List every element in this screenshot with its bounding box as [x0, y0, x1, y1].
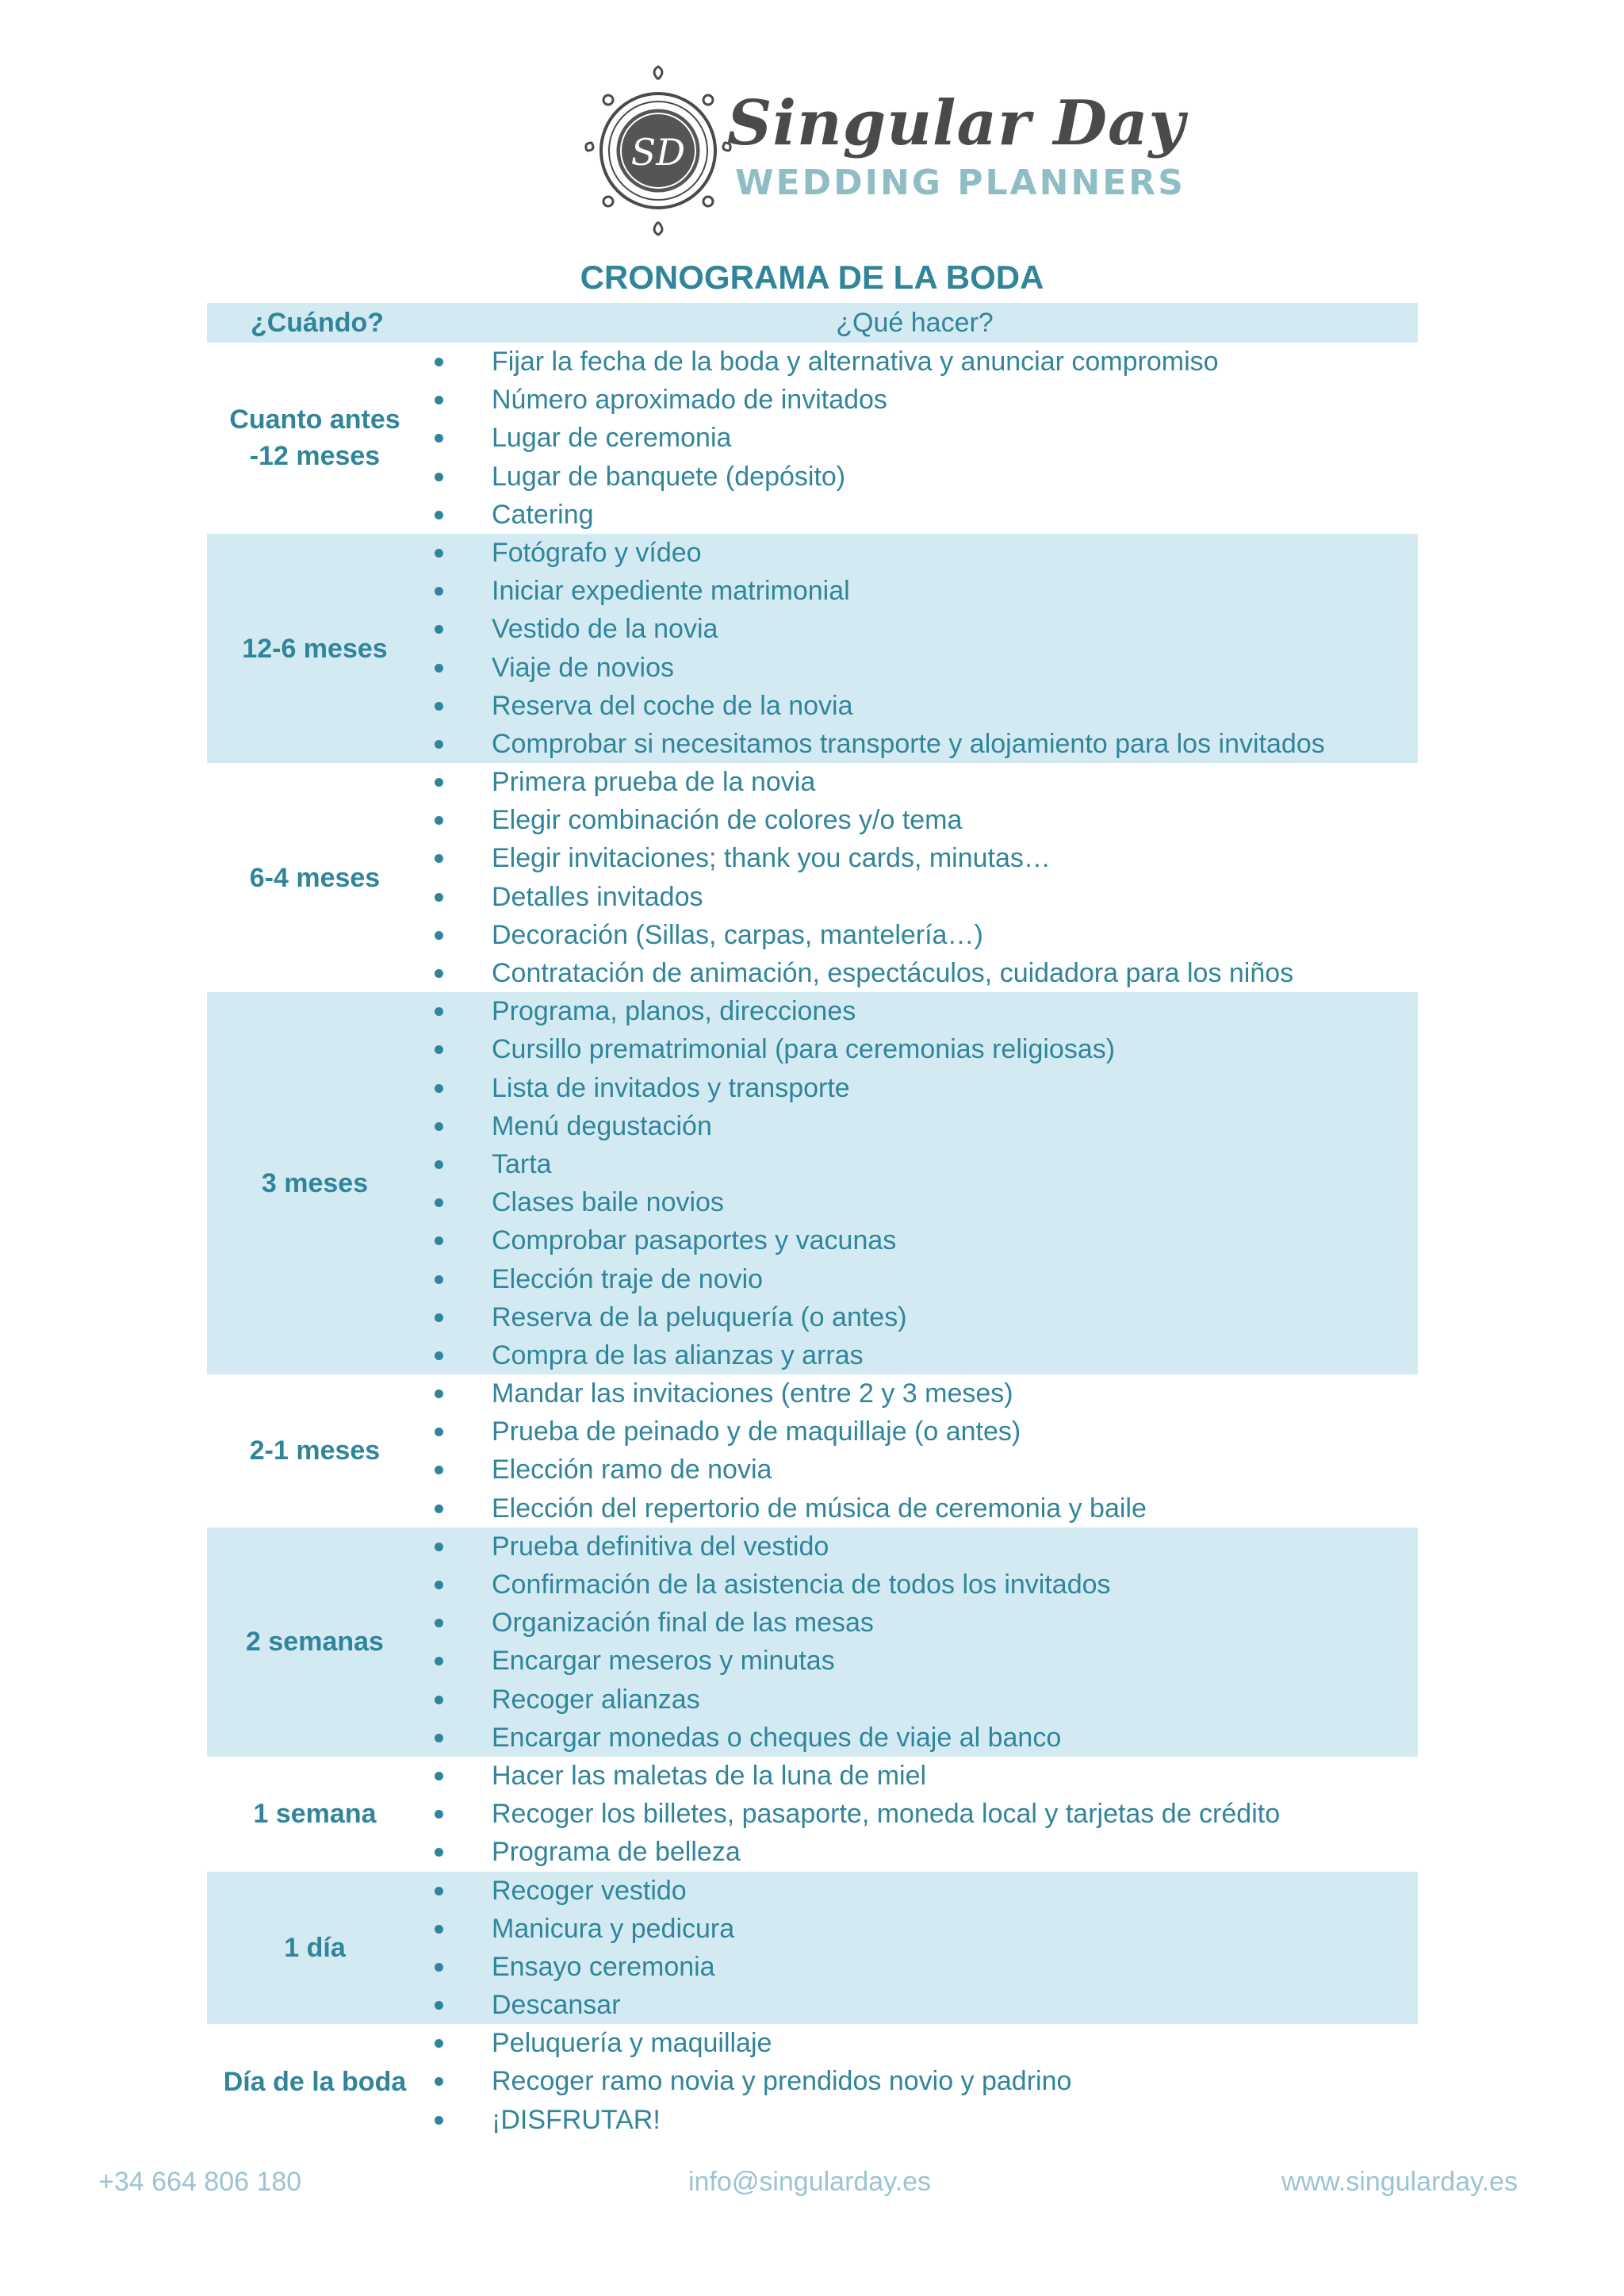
task-label: Manicura y pedicura — [492, 1913, 735, 1944]
task-label: Fotógrafo y vídeo — [492, 537, 702, 568]
list-item — [207, 1795, 1418, 1833]
list-item — [207, 381, 1418, 419]
task-label: Lista de invitados y transporte — [492, 1072, 850, 1103]
list-item — [207, 801, 1418, 839]
row-task-list — [427, 1527, 1418, 1757]
list-item — [207, 992, 1418, 1030]
task-label: Peluquería y maquillaje — [492, 2028, 772, 2059]
task-label: Programa, planos, direcciones — [492, 996, 856, 1027]
task-label: Primera prueba de la novia — [492, 767, 816, 798]
row-task-list — [427, 1374, 1418, 1527]
list-item — [207, 610, 1418, 648]
row-when-label: 1 semana — [253, 1799, 377, 1830]
table-row — [207, 1527, 1418, 1757]
logo-tagline: WEDDING PLANNERS — [735, 163, 1185, 203]
bullet-icon — [435, 549, 443, 558]
task-label: Viaje de novios — [492, 652, 674, 683]
list-item — [207, 1642, 1418, 1680]
task-label: Comprobar pasaportes y vacunas — [492, 1225, 897, 1256]
logo-emblem-icon — [583, 63, 733, 238]
bullet-icon — [435, 1657, 443, 1665]
bullet-icon — [435, 1504, 443, 1513]
list-item — [207, 1451, 1418, 1489]
row-when-label: 3 meses — [261, 1168, 369, 1199]
task-label: Contratación de animación, espectáculos, cuidadora para los niños — [492, 958, 1294, 988]
list-item — [207, 1069, 1418, 1107]
list-item — [207, 916, 1418, 954]
bullet-icon — [435, 1619, 443, 1627]
task-label: Encargar meseros y minutas — [492, 1646, 835, 1677]
row-when-label: 6-4 meses — [249, 862, 381, 893]
task-label: Prueba de peinado y de maquillaje (o antes) — [492, 1416, 1021, 1447]
bullet-icon — [435, 1848, 443, 1857]
task-label: Confirmación de la asistencia de todos los invitados — [492, 1570, 1111, 1600]
task-label: Mandar las invitaciones (entre 2 y 3 meses) — [492, 1378, 1013, 1409]
task-label: Organización final de las mesas — [492, 1608, 874, 1639]
bullet-icon — [435, 1045, 443, 1054]
table-row — [207, 763, 1418, 992]
task-label: Detalles invitados — [492, 881, 703, 912]
table-row — [207, 343, 1418, 534]
list-item — [207, 1681, 1418, 1719]
task-label: Tarta — [492, 1148, 552, 1179]
row-task-list — [427, 1872, 1418, 2025]
task-label: Recoger ramo novia y prendidos novio y padrino — [492, 2066, 1072, 2097]
task-label: Catering — [492, 499, 594, 530]
bullet-icon — [435, 1084, 443, 1093]
logo-brand: Singular Day — [727, 87, 1185, 159]
task-label: Hacer las maletas de la luna de miel — [492, 1760, 927, 1791]
bullet-icon — [435, 2039, 443, 2048]
list-item — [207, 839, 1418, 877]
bullet-icon — [435, 969, 443, 978]
task-label: Clases baile novios — [492, 1187, 724, 1218]
list-item — [207, 1221, 1418, 1259]
bullet-icon — [435, 1581, 443, 1589]
task-label: Reserva de la peluquería (o antes) — [492, 1301, 907, 1332]
task-label: Recoger los billetes, pasaporte, moneda local y tarjetas de crédito — [492, 1799, 1281, 1830]
bullet-icon — [435, 1925, 443, 1934]
list-item — [207, 1374, 1418, 1412]
list-item — [207, 1566, 1418, 1604]
list-item — [207, 1030, 1418, 1068]
list-item — [207, 687, 1418, 725]
row-when-label: 2-1 meses — [249, 1435, 381, 1466]
list-item — [207, 1489, 1418, 1527]
task-label: ¡DISFRUTAR! — [492, 2104, 661, 2135]
table-row — [207, 1374, 1418, 1527]
table-row — [207, 1757, 1418, 1872]
bullet-icon — [435, 816, 443, 825]
task-label: Iniciar expediente matrimonial — [492, 576, 850, 607]
row-when-label: Día de la boda — [223, 2066, 407, 2097]
list-item — [207, 534, 1418, 572]
list-item — [207, 2024, 1418, 2062]
footer-website: www.singularday.es — [1281, 2167, 1518, 2197]
list-item — [207, 458, 1418, 496]
bullet-icon — [435, 1734, 443, 1742]
bullet-icon — [435, 1389, 443, 1398]
bullet-icon — [435, 1198, 443, 1207]
task-label: Descansar — [492, 1990, 621, 2021]
list-item — [207, 649, 1418, 687]
task-label: Número aproximado de invitados — [492, 385, 887, 416]
header-what: ¿Qué hacer? — [836, 307, 994, 338]
schedule-table — [207, 303, 1418, 2139]
bullet-icon — [435, 2116, 443, 2125]
list-item — [207, 1107, 1418, 1145]
task-label: Reserva del coche de la novia — [492, 690, 853, 721]
bullet-icon — [435, 1466, 443, 1474]
table-body — [207, 343, 1418, 2139]
bullet-icon — [435, 664, 443, 673]
task-label: Comprobar si necesitamos transporte y alojamiento para los invitados — [492, 728, 1325, 759]
bullet-icon — [435, 1696, 443, 1704]
task-label: Vestido de la novia — [492, 614, 718, 645]
page-title: CRONOGRAMA DE LA BODA — [580, 259, 1044, 296]
footer-phone: +34 664 806 180 — [98, 2167, 302, 2197]
bullet-icon — [435, 358, 443, 366]
task-label: Compra de las alianzas y arras — [492, 1340, 864, 1370]
task-label: Encargar monedas o cheques de viaje al banco — [492, 1722, 1062, 1753]
list-item — [207, 954, 1418, 992]
bullet-icon — [435, 1887, 443, 1895]
list-item — [207, 1872, 1418, 1910]
row-task-list — [427, 343, 1418, 534]
list-item — [207, 1260, 1418, 1298]
task-label: Prueba definitiva del vestido — [492, 1531, 829, 1562]
task-label: Decoración (Sillas, carpas, mantelería…) — [492, 919, 983, 950]
table-row — [207, 992, 1418, 1374]
bullet-icon — [435, 396, 443, 404]
bullet-icon — [435, 434, 443, 443]
footer-email: info@singularday.es — [688, 2167, 932, 2197]
bullet-icon — [435, 1007, 443, 1016]
task-label: Fijar la fecha de la boda y alternativa y anunciar compromiso — [492, 347, 1219, 377]
list-item — [207, 419, 1418, 457]
bullet-icon — [435, 473, 443, 481]
bullet-icon — [435, 1351, 443, 1360]
list-item — [207, 572, 1418, 610]
row-task-list — [427, 2024, 1418, 2139]
row-when-label: 1 día — [284, 1932, 346, 1963]
row-when-label: Cuanto antes -12 meses — [229, 404, 400, 472]
list-item — [207, 878, 1418, 916]
bullet-icon — [435, 1122, 443, 1131]
task-label: Lugar de banquete (depósito) — [492, 461, 846, 492]
table-row — [207, 1872, 1418, 2025]
list-item — [207, 1910, 1418, 1948]
list-item — [207, 343, 1418, 381]
list-item — [207, 1183, 1418, 1221]
row-when-label: 2 semanas — [246, 1627, 384, 1658]
bullet-icon — [435, 511, 443, 519]
task-label: Ensayo ceremonia — [492, 1951, 715, 1982]
bullet-icon — [435, 625, 443, 634]
bullet-icon — [435, 1543, 443, 1551]
list-item — [207, 1336, 1418, 1374]
list-item — [207, 1986, 1418, 2024]
bullet-icon — [435, 1772, 443, 1780]
list-item — [207, 1719, 1418, 1757]
task-label: Recoger alianzas — [492, 1684, 700, 1715]
table-header — [207, 303, 1418, 343]
list-item — [207, 2101, 1418, 2139]
logo — [583, 63, 1185, 238]
bullet-icon — [435, 2001, 443, 2010]
list-item — [207, 1527, 1418, 1566]
bullet-icon — [435, 2077, 443, 2086]
row-task-list — [427, 1757, 1418, 1872]
bullet-icon — [435, 740, 443, 749]
row-task-list — [427, 534, 1418, 763]
bullet-icon — [435, 1428, 443, 1436]
list-item — [207, 1145, 1418, 1183]
table-row — [207, 2024, 1418, 2139]
row-task-list — [427, 992, 1418, 1374]
bullet-icon — [435, 1160, 443, 1169]
bullet-icon — [435, 1236, 443, 1245]
task-label: Programa de belleza — [492, 1837, 741, 1868]
task-label: Menú degustación — [492, 1110, 712, 1141]
list-item — [207, 2062, 1418, 2100]
bullet-icon — [435, 931, 443, 940]
task-label: Elegir invitaciones; thank you cards, minutas… — [492, 843, 1051, 874]
list-item — [207, 1604, 1418, 1642]
list-item — [207, 1833, 1418, 1871]
list-item — [207, 1948, 1418, 1986]
list-item — [207, 1757, 1418, 1795]
list-item — [207, 763, 1418, 801]
bullet-icon — [435, 854, 443, 863]
bullet-icon — [435, 893, 443, 902]
list-item — [207, 725, 1418, 763]
task-label: Elección del repertorio de música de ceremonia y baile — [492, 1493, 1147, 1524]
task-label: Cursillo prematrimonial (para ceremonias religiosas) — [492, 1034, 1116, 1065]
bullet-icon — [435, 1313, 443, 1322]
header-when: ¿Cuándo? — [250, 307, 385, 338]
list-item — [207, 496, 1418, 534]
bullet-icon — [435, 587, 443, 596]
bullet-icon — [435, 702, 443, 711]
list-item — [207, 1412, 1418, 1451]
task-label: Recoger vestido — [492, 1875, 687, 1906]
task-label: Lugar de ceremonia — [492, 423, 732, 454]
row-when-label: 12-6 meses — [242, 633, 388, 664]
task-label: Elección ramo de novia — [492, 1455, 772, 1485]
bullet-icon — [435, 1810, 443, 1819]
row-task-list — [427, 763, 1418, 992]
task-label: Elección traje de novio — [492, 1263, 764, 1294]
task-label: Elegir combinación de colores y/o tema — [492, 805, 963, 836]
bullet-icon — [435, 1275, 443, 1284]
table-row — [207, 534, 1418, 763]
list-item — [207, 1298, 1418, 1336]
logo-monogram: SD — [630, 131, 686, 174]
bullet-icon — [435, 1963, 443, 1972]
bullet-icon — [435, 778, 443, 787]
